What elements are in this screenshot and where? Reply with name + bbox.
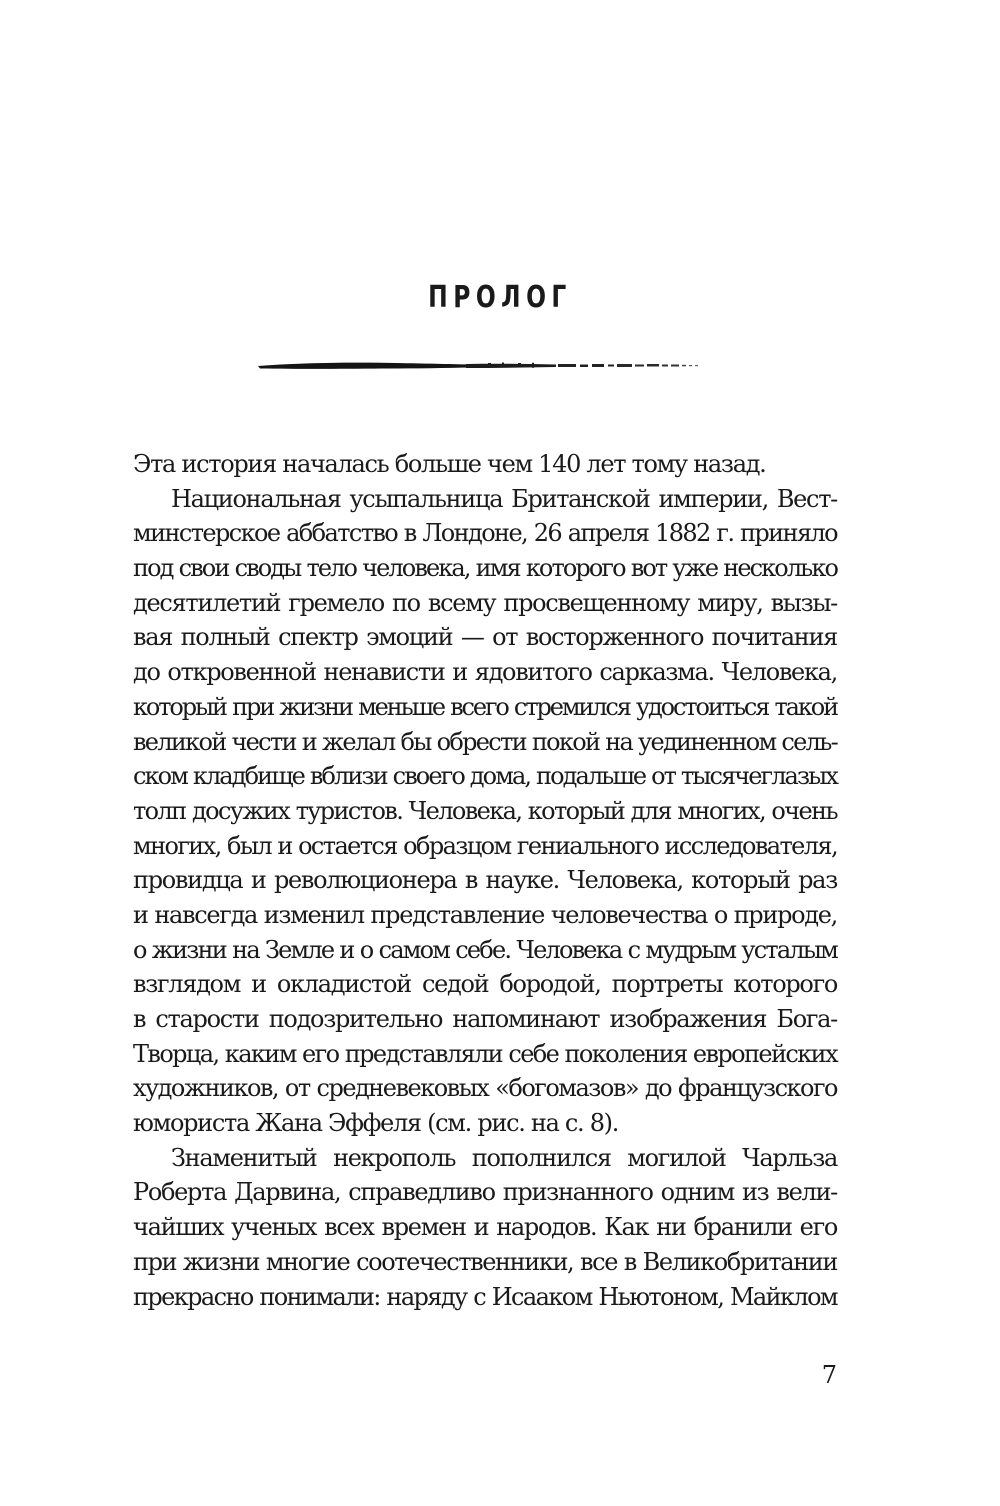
paragraph-line: десятилетий гремело по всему просвещенному миру, вызы-: [133, 588, 837, 617]
paragraph-line: чайших ученых всех времен и народов. Как ни бранили его: [133, 1213, 837, 1242]
paragraph-line: прекрасно понимали: наряду с Исааком Ньютоном, Майклом: [133, 1282, 837, 1311]
paragraph-line: Эта история началась больше чем 140 лет тому назад.: [133, 450, 766, 478]
paragraph-line: о жизни на Земле и о самом себе. Человека с мудрым усталым: [133, 935, 837, 964]
paragraph-line: ском кладбище вблизи своего дома, подальше от тысячеглазых: [133, 762, 837, 791]
paragraph-line: до откровенной ненависти и ядовитого сарказма. Человека,: [133, 658, 837, 687]
paragraph-line: великой чести и желал бы обрести покой на уединенном сель-: [133, 727, 837, 756]
paragraph-line: художников, от средневековых «богомазов» до французского: [133, 1074, 837, 1103]
paragraph-line: взглядом и окладистой седой бородой, портреты которого: [133, 970, 837, 999]
paragraph-line: юмориста Жана Эффеля (см. рис. на с. 8).: [133, 1109, 619, 1138]
paragraph-line: в старости подозрительно напоминают изображения Бога-: [133, 1005, 837, 1033]
brush-stroke-divider: [256, 356, 702, 374]
page-number: 7: [821, 1361, 837, 1389]
paragraph-line: толп досужих туристов. Человека, который для многих, очень: [133, 796, 837, 825]
paragraph-line: многих, был и остается образцом гениального исследователя,: [133, 831, 837, 860]
body-text: [133, 447, 837, 1314]
paragraph-line: который при жизни меньше всего стремился удостоиться такой: [133, 692, 837, 721]
chapter-title: ПРОЛОГ: [428, 280, 572, 315]
paragraph-line: Роберта Дарвина, справедливо признанного одним из вели-: [133, 1178, 837, 1207]
paragraph-line: при жизни многие соотечественники, все в Великобритании: [133, 1247, 837, 1276]
paragraph-line: и навсегда изменил представление человечества о природе,: [133, 900, 837, 929]
paragraph-line: под свои своды тело человека, имя которого вот уже несколько: [133, 554, 837, 583]
paragraph-line: Творца, каким его представляли себе поколения европейских: [133, 1039, 837, 1068]
paragraph-line: вая полный спектр эмоций — от восторженного почитания: [133, 623, 837, 652]
paragraph-line: минстерское аббатство в Лондоне, 26 апреля 1882 г. приняло: [133, 519, 837, 548]
paragraph-line: провидца и революционера в науке. Человека, который раз: [133, 866, 837, 895]
paragraph-line: Знаменитый некрополь пополнился могилой Чарльза: [171, 1143, 837, 1172]
paragraph-line: Национальная усыпальница Британской империи, Вест-: [171, 484, 837, 513]
